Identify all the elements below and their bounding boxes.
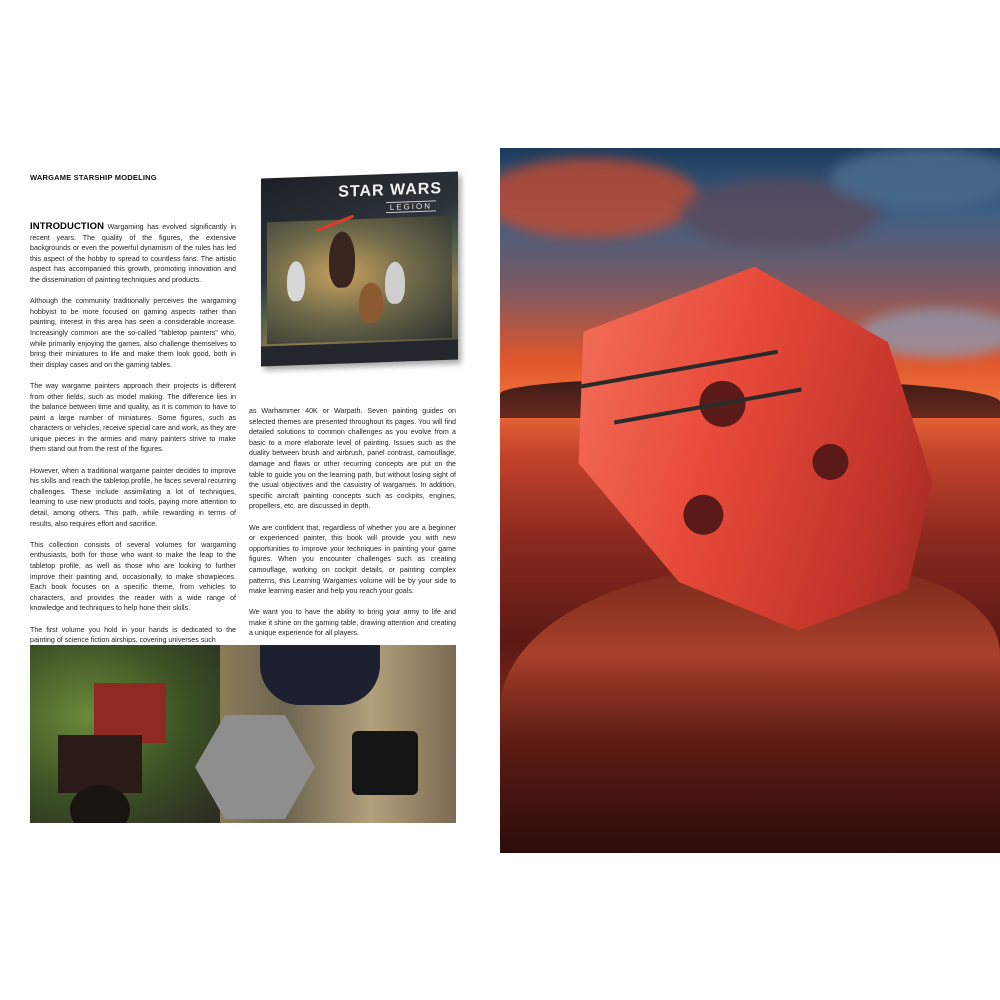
lightsaber-shape [316, 214, 355, 232]
photo-black-bag [352, 731, 418, 795]
figure-shape [385, 261, 405, 304]
body-paragraph: The way wargame painters approach their projects is different from other fields, such as model making. The difference lies in the balance between time and quality, as it is common to have to paint a large number of miniatures. Some figures, such as characters or vehicles, receive special care and work, as they are unique pieces in the armies and many painters strive to make them stand out from the rest of the figures. [30, 381, 236, 454]
running-head: WARGAME STARSHIP MODELING [30, 173, 157, 182]
body-paragraph: We want you to have the ability to bring your army to life and make it shine on the gaming table, drawing attention and creating a unique experience for all players. [249, 608, 456, 638]
body-paragraph: This collection consists of several volumes for wargaming enthusiasts, both for those who want to make the leap to the tabletop profile, as well as those who are looking to further improve their painting and, occasionally, to make showpieces. Each book focuses on a specific theme, from vehicles to characters, and provides the reader with a wide range of knowledge and techniques to help hone their skills. [30, 540, 236, 613]
figure-shape [359, 282, 383, 323]
intro-paragraph [30, 222, 236, 286]
text-column-left [30, 222, 236, 656]
photo-player [260, 645, 380, 705]
ship-engine-shape [676, 487, 730, 541]
body-paragraph: We are confident that, regardless of whether you are a beginner or experienced painter, this book will provide you with new opportunities to improve your techniques in painting your game figures. When you encounter challenges such as creating camouflage, working on cockpit details, or painting complex patterns, this Learning Wargames volume will be by your side to make learning easier and help you reach your goals. [249, 523, 456, 596]
figure-shape [329, 231, 355, 288]
boxart-logo: STAR WARS [338, 180, 442, 201]
body-paragraph: However, when a traditional wargame painter decides to improve his skills and reach the tabletop profile, he faces several recurring challenges. These include assimilating a lot of techniques, learning to use new products and tools, paying more attention to detail, among others. This path, while rewarding in terms of results, also requires effort and sacrifice. [30, 466, 236, 528]
ship-engine-shape [806, 438, 855, 487]
text-column-right [249, 406, 456, 650]
figure-shape [287, 261, 305, 302]
starship-illustration [500, 148, 1000, 853]
intro-lead: Wargaming has evolved significantly in recent years. The quality of the figures, the extensive backgrounds or even the powerful dynamism of the rules has led this aspect of the hobby to spread to countless fans. The artistic aspect has accompanied this growth, promoting innovation and the dissemination of painting techniques and products. [30, 223, 236, 284]
ship-cannon-shape [580, 350, 778, 389]
left-page [0, 148, 500, 853]
body-paragraph: as Warhammer 40K or Warpath. Seven painting guides on selected themes are presented throughout its pages. You will find detailed solutions to common challenges as you evolve from a basic to a more elaborate level of painting. Issues such as the duality between brush and airbrush, panel contrast, camouflage, damage and flaws or other recurring concepts are put on the table to guide you on the learning path, but without losing sight of the usual objectives and the casuistry of wargames. In addition, specific aircraft painting concepts such as cockpits, engines, propellers, etc. are discussed in depth. [249, 407, 456, 511]
boxart-scene [267, 216, 452, 344]
intro-heading: INTRODUCTION [30, 221, 105, 232]
boxart-bottom-strip [261, 340, 458, 367]
body-paragraph: The first volume you hold in your hands is dedicated to the painting of science fiction airships, covering universes such [30, 625, 236, 645]
body-paragraph: Although the community traditionally perceives the wargaming hobbyist to be more focused on gaming aspects rather than painting, interest in this area has seen a considerable increase. Increasingly common are the so-called "tabletop painters" who, while primarily enjoying the games, also challenge themselves to bring their miniatures to life and make them look good, both in their display cases and on the gaming tables. [30, 297, 236, 369]
cloud-shape [500, 158, 700, 238]
boxart-logo-sub: LEGION [386, 200, 436, 213]
photo-red-box [94, 683, 166, 743]
gaming-table-photo [30, 645, 456, 823]
star-wars-legion-box-image [261, 172, 458, 367]
